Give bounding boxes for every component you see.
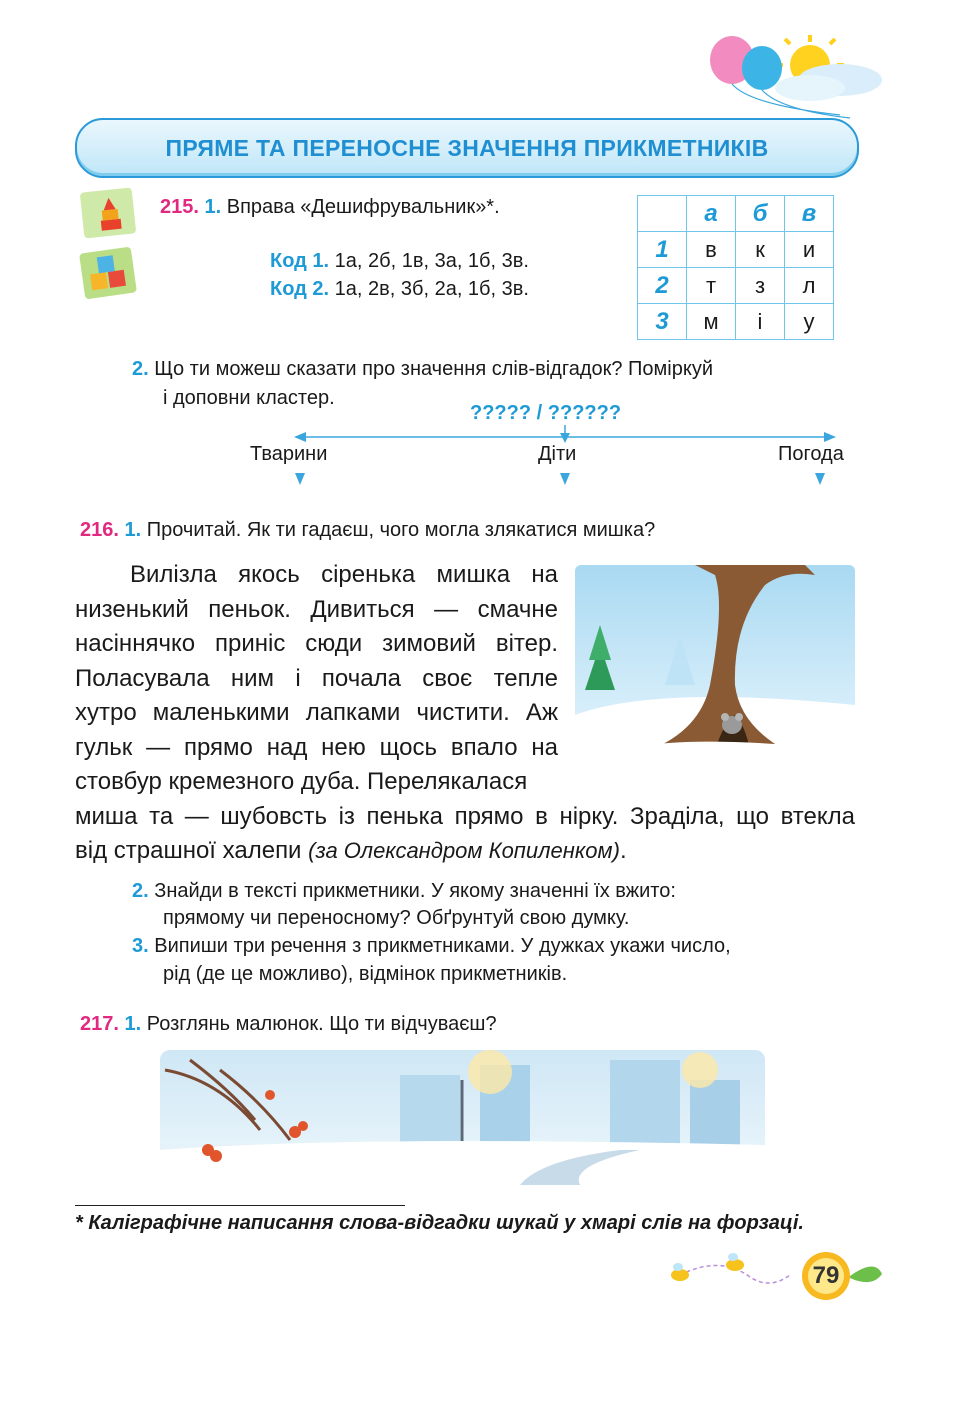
story-line: Вилізла якось сіренька мишка на <box>130 561 558 588</box>
decoder-table: а б в 1 в к и 2 т з л 3 м і у <box>637 195 834 340</box>
story-line: Поласувала ним і почала своє тепле <box>75 664 558 692</box>
ex216-task2-line2: прямому чи переносному? Обґрунтуй свою думку. <box>163 907 630 929</box>
code-2: Код 2. 1а, 2в, 3б, 2а, 1б, 3в. <box>270 278 529 300</box>
ex215-task2-line2: і доповни кластер. <box>163 387 335 409</box>
balloons-sun-illustration <box>690 30 900 125</box>
ex216-task1: 216. 1. Прочитай. Як ти гадаєш, чого могла злякатися мишка? <box>80 519 656 541</box>
blocks-pyramid-icon <box>80 187 137 238</box>
story-line: насіннячко приніс сюди зимовий вітер. <box>75 630 558 657</box>
ex215-task2-line1: 2. Що ти можеш сказати про значення слів-відгадок? Поміркуй <box>132 358 713 380</box>
footnote: * Каліграфічне написання слова-відгадки шукай у хмарі слів на форзаці. <box>75 1212 804 1234</box>
ex216-task3-line1: 3. Випиши три речення з прикметниками. У дужках укажи число, <box>132 935 731 957</box>
story-line: хутро маленькими лапками чистити. Аж <box>75 699 558 726</box>
bee-icon <box>671 1263 689 1281</box>
cluster-top: ????? / ?????? <box>470 402 622 424</box>
story-line: миша та — шубовсть із пенька прямо в нірку. Зраділа, що втекла <box>75 802 855 830</box>
abc-blocks-icon <box>79 247 137 300</box>
story-line-last: від страшної халепи (за Олександром Копиленком). <box>75 837 627 864</box>
page-number: 79 <box>812 1262 840 1289</box>
author-credit: (за Олександром Копиленком) <box>308 838 620 863</box>
story-line: стовбур кремезного дуба. Перелякалася <box>75 768 528 795</box>
winter-tree-mouse-illustration <box>575 565 855 765</box>
title-banner <box>75 118 859 178</box>
cluster-item-children: Діти <box>538 443 577 465</box>
leaf-icon <box>850 1266 882 1282</box>
blue-balloon-icon <box>742 46 782 90</box>
code-1: Код 1. 1а, 2б, 1в, 3а, 1б, 3в. <box>270 250 529 272</box>
page-title: ПРЯМЕ ТА ПЕРЕНОСНЕ ЗНАЧЕННЯ ПРИКМЕТНИКІВ <box>165 135 769 161</box>
footnote-divider <box>75 1205 405 1206</box>
ex216-task3-line2: рід (де це можливо), відмінок прикметників. <box>163 963 568 985</box>
story-line: гульк — прямо над нею щось впало на <box>75 733 558 761</box>
cluster-item-weather: Погода <box>778 443 844 465</box>
bee-icon <box>726 1253 744 1271</box>
ex216-task2-line1: 2. Знайди в тексті прикметники. У якому значенні їх вжито: <box>132 880 676 902</box>
story-line: низенький пеньок. Дивиться — смачне <box>75 595 558 623</box>
ex215-task1: 215. 1. Вправа «Дешифрувальник»*. <box>160 196 500 218</box>
cluster-item-animals: Тварини <box>250 443 328 465</box>
winter-city-illustration <box>160 1050 765 1185</box>
ex217-task1: 217. 1. Розглянь малюнок. Що ти відчуваєш? <box>80 1013 497 1035</box>
